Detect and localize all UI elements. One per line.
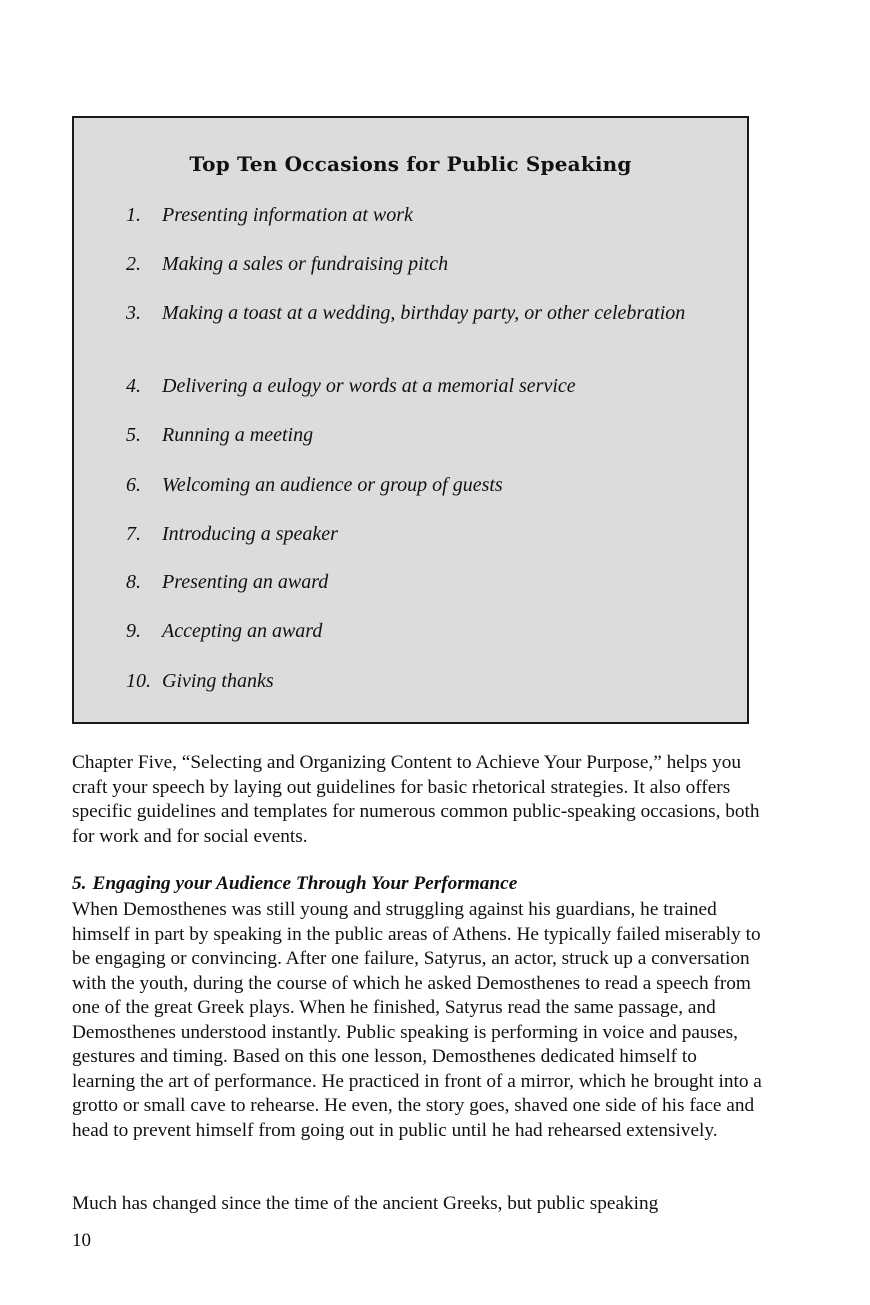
list-item [126, 522, 686, 547]
list-item [126, 669, 686, 694]
list-item [126, 203, 686, 228]
list-item-text: Making a toast at a wedding, birthday party, or other celebration [162, 302, 686, 324]
list-item [126, 570, 686, 595]
list-item-text: Delivering a eulogy or words at a memorial service [162, 375, 576, 397]
top-ten-occasions-box [72, 116, 749, 724]
list-item-number: 10. [126, 670, 151, 692]
section-heading [72, 872, 517, 897]
list-item-number: 8. [126, 571, 141, 593]
list-item-number: 7. [126, 523, 141, 545]
paragraph-continuation: Much has changed since the time of the ancient Greeks, but public speaking [72, 1193, 659, 1214]
list-item-number: 2. [126, 253, 141, 275]
list-item-text: Giving thanks [162, 670, 274, 692]
list-item-text: Welcoming an audience or group of guests [162, 474, 503, 496]
list-item [126, 619, 686, 644]
list-item-number: 4. [126, 375, 141, 397]
list-item [126, 423, 686, 448]
paragraph-demosthenes: When Demosthenes was still young and struggling against his guardians, he trained himself in part by speaking in the public areas of Athens. He typically failed miserably to be engaging or convincing. After one failure, Satyrus, an actor, struck up a conversation with the youth, during the course of which he asked Demosthenes to read a speech from one of the great Greek plays. When he finished, Satyrus read the same passage, and Demosthenes understood instantly. Public speaking is performing in voice and pauses, gestures and timing. Based on this one lesson, Demosthenes dedicated himself to learning the art of performance. He practiced in front of a mirror, which he brought into a grotto or small cave to rehearse. He even, the story goes, shaved one side of his face and head to prevent himself from going out in public until he had rehearsed extensively. [72, 899, 762, 1141]
list-item [126, 473, 686, 498]
list-item-text: Presenting an award [162, 571, 329, 593]
list-item [126, 301, 686, 326]
section-number: 5. [72, 873, 87, 894]
list-item-text: Presenting information at work [162, 204, 413, 226]
list-item-text: Making a sales or fundraising pitch [162, 253, 449, 275]
paragraph-chapter-five: Chapter Five, “Selecting and Organizing Content to Achieve Your Purpose,” helps you craft your speech by laying out guidelines for basic rhetorical strategies. It also offers specific guidelines and templates for numerous common public-speaking occasions, both for work and for social events. [72, 752, 760, 847]
list-item-text: Accepting an award [162, 620, 323, 642]
list-item-text: Running a meeting [162, 424, 314, 446]
section-title: Engaging your Audience Through Your Performance [92, 873, 518, 894]
list-item-text: Introducing a speaker [162, 523, 338, 545]
list-item-number: 1. [126, 204, 141, 226]
list-item-number: 3. [126, 302, 141, 324]
list-item [126, 252, 686, 277]
list-item-number: 6. [126, 474, 141, 496]
list-item-number: 9. [126, 620, 141, 642]
box-title: Top Ten Occasions for Public Speaking [189, 152, 632, 176]
page-number: 10 [72, 1230, 91, 1251]
list-item-number: 5. [126, 424, 141, 446]
list-item [126, 374, 686, 399]
